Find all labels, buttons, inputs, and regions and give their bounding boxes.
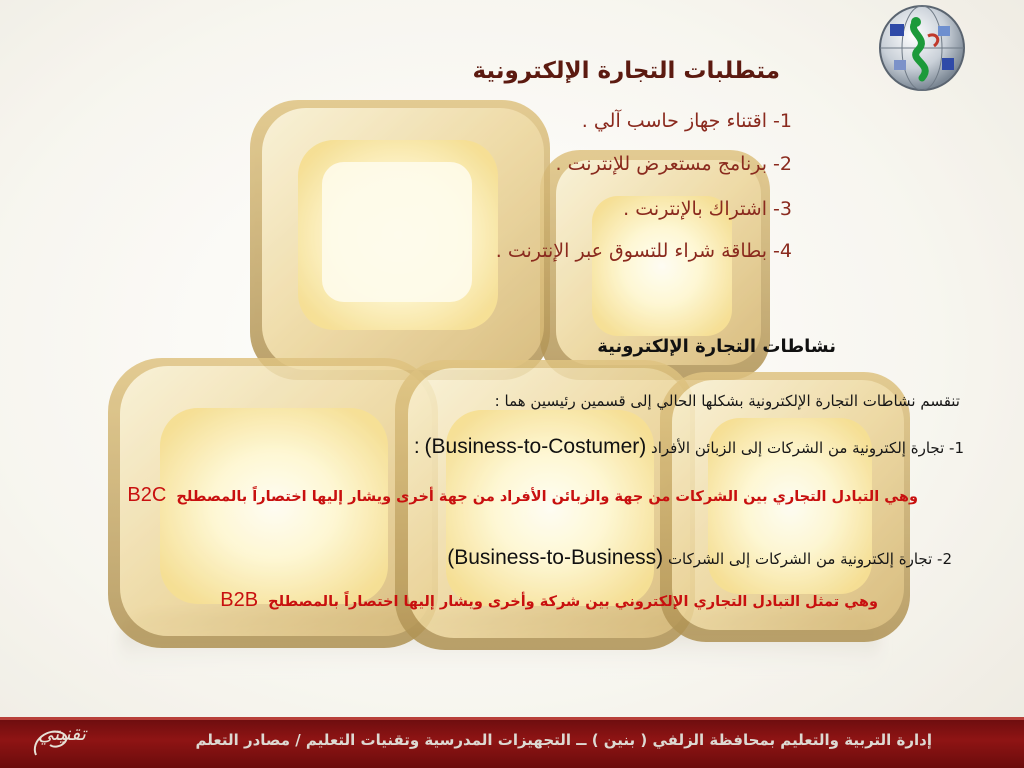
activity-type-1 <box>414 435 964 459</box>
globe-logo-icon <box>876 2 968 94</box>
activity-type-2-latin: (Business-to-Business) <box>447 546 664 569</box>
b2c-abbreviation: B2C <box>127 484 167 506</box>
footer-text: إدارة التربية والتعليم بمحافظة الزلفي ( بنين ) ــ التجهيزات المدرسية وتقنيات التعليم / مصادر التعلم <box>195 731 932 749</box>
page-title: متطلبات التجارة الإلكترونية <box>472 58 780 84</box>
activity-type-2-description <box>220 589 878 612</box>
activity-type-1-description <box>127 484 918 507</box>
activity-type-1-latin: (Business-to-Costumer) <box>424 435 647 458</box>
activity-type-2-arabic: 2- تجارة إلكترونية من الشركات إلى الشركات <box>667 550 952 568</box>
footer-logo: تقنيتي <box>38 723 86 745</box>
requirement-item: 2- برنامج مستعرض للإنترنت . <box>555 153 792 175</box>
activity-type-1-suffix: : <box>413 435 420 458</box>
requirement-item: 4- بطاقة شراء للتسوق عبر الإنترنت . <box>495 240 792 262</box>
activity-type-2 <box>447 546 952 570</box>
footer-bar <box>0 717 1024 768</box>
activities-intro: تنقسم نشاطات التجارة الإلكترونية بشكلها الحالي إلى قسمين رئيسين هما : <box>494 392 960 410</box>
activities-heading: نشاطات التجارة الإلكترونية <box>597 336 836 357</box>
b2b-abbreviation: B2B <box>220 589 259 611</box>
activity-type-1-arabic: 1- تجارة إلكترونية من الشركات إلى الزبائن الأفراد <box>651 439 964 457</box>
requirement-item: 1- اقتناء جهاز حاسب آلي . <box>581 110 792 132</box>
requirement-item: 3- اشتراك بالإنترنت . <box>623 198 792 220</box>
footer-divider <box>0 717 1024 720</box>
activity-type-1-desc: وهي التبادل التجاري بين الشركات من جهة والزبائن الأفراد من جهة أخرى ويشار إليها اختصاراً بالمصطلح <box>176 489 918 505</box>
activity-type-2-desc: وهي تمثل التبادل التجاري الإلكتروني بين شركة وأخرى ويشار إليها اختصاراً بالمصطلح <box>268 594 878 610</box>
